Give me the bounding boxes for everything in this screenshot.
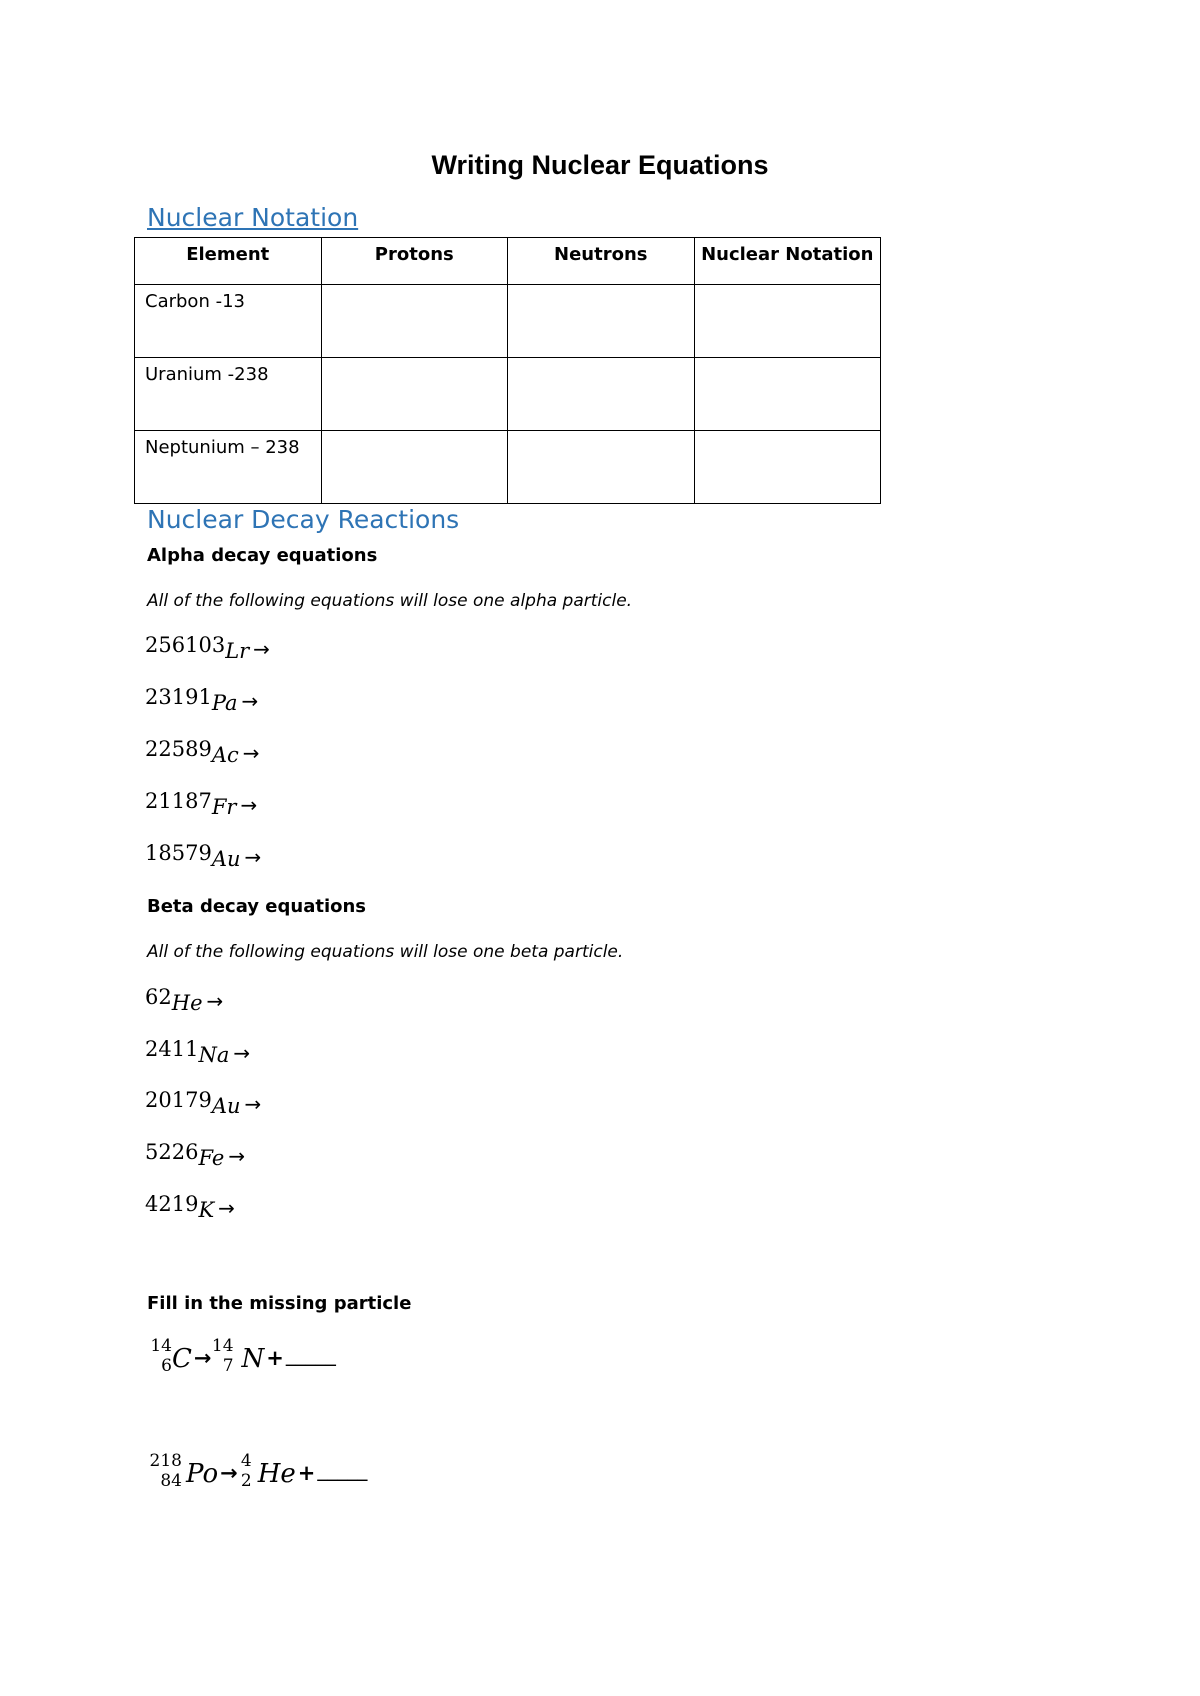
alpha-equation	[145, 841, 261, 881]
element-symbol: K	[198, 1198, 215, 1222]
element-symbol: Na	[198, 1043, 230, 1067]
header-nuclear-notation: Nuclear Notation	[694, 238, 881, 285]
arrow-icon: →	[193, 1346, 212, 1370]
alpha-instruction: All of the following equations will lose one alpha particle.	[147, 591, 633, 611]
atomic-number: 11	[171, 1037, 199, 1061]
element-symbol: Au	[211, 1094, 241, 1118]
missing-particle-equation	[149, 1451, 368, 1497]
mass-number: 231	[145, 685, 186, 709]
mass-number: 14	[150, 1336, 172, 1356]
arrow-icon: →	[244, 845, 262, 869]
header-element: Element	[135, 238, 322, 285]
element-symbol: He	[257, 1459, 296, 1489]
nuclear-decay-heading: Nuclear Decay Reactions	[147, 505, 460, 534]
neutrons-cell[interactable]	[508, 358, 695, 431]
header-protons: Protons	[321, 238, 508, 285]
element-symbol: Fe	[198, 1146, 225, 1170]
notation-cell[interactable]	[694, 285, 881, 358]
answer-blank[interactable]: _____	[285, 1342, 336, 1366]
page-title: Writing Nuclear Equations	[431, 150, 769, 180]
table-row	[135, 285, 881, 358]
element-cell: Neptunium – 238	[135, 431, 322, 504]
element-symbol: Au	[211, 847, 241, 871]
atomic-number: 84	[160, 1471, 182, 1491]
notation-cell[interactable]	[694, 431, 881, 504]
atomic-number: 91	[185, 685, 212, 709]
neutrons-cell[interactable]	[508, 431, 695, 504]
notation-cell[interactable]	[694, 358, 881, 431]
atomic-number: 26	[171, 1140, 199, 1164]
mass-number: 218	[149, 1451, 182, 1471]
arrow-icon: →	[218, 1196, 235, 1220]
mass-number: 211	[145, 789, 186, 813]
beta-equation	[145, 1088, 261, 1128]
alpha-equation	[145, 633, 270, 673]
answer-blank[interactable]: _____	[317, 1457, 368, 1481]
element-symbol: N	[241, 1344, 265, 1374]
beta-equation	[145, 985, 223, 1025]
arrow-icon: →	[233, 1041, 251, 1065]
mass-number: 4	[240, 1451, 252, 1471]
alpha-equation	[145, 685, 258, 725]
protons-cell[interactable]	[321, 285, 508, 358]
element-symbol: Pa	[211, 691, 238, 715]
arrow-icon: →	[244, 1092, 262, 1116]
mass-number: 42	[145, 1192, 172, 1216]
beta-instruction: All of the following equations will lose one beta particle.	[147, 942, 624, 962]
mass-number: 201	[145, 1088, 186, 1112]
atomic-number: 79	[185, 841, 212, 865]
element-symbol: Ac	[211, 743, 239, 767]
protons-cell[interactable]	[321, 431, 508, 504]
mass-number: 24	[145, 1037, 172, 1061]
atomic-number: 87	[185, 789, 212, 813]
protons-cell[interactable]	[321, 358, 508, 431]
atomic-number: 79	[185, 1088, 212, 1112]
missing-particle-equation	[152, 1338, 336, 1382]
arrow-icon: →	[220, 1461, 238, 1485]
neutrons-cell[interactable]	[508, 285, 695, 358]
alpha-equation	[145, 789, 257, 829]
table-row	[135, 358, 881, 431]
nuclear-notation-heading[interactable]: Nuclear Notation	[147, 203, 359, 232]
atomic-number: 103	[185, 633, 226, 657]
beta-equation	[145, 1192, 235, 1232]
mass-number: 6	[145, 985, 159, 1009]
mass-number: 225	[145, 737, 186, 761]
mass-number: 14	[211, 1336, 234, 1356]
mass-number: 185	[145, 841, 186, 865]
alpha-equation	[145, 737, 260, 777]
atomic-number: 6	[161, 1356, 172, 1376]
arrow-icon: →	[240, 793, 258, 817]
mass-number: 52	[145, 1140, 172, 1164]
missing-particle-heading: Fill in the missing particle	[147, 1293, 412, 1314]
element-symbol: Lr	[225, 639, 250, 663]
arrow-icon: →	[206, 989, 224, 1013]
atomic-number: 19	[171, 1192, 199, 1216]
plus-sign: +	[297, 1461, 316, 1485]
mass-number: 256	[145, 633, 186, 657]
element-symbol: C	[172, 1344, 192, 1374]
element-cell: Carbon -13	[135, 285, 322, 358]
element-symbol: Po	[186, 1459, 219, 1489]
element-symbol: Fr	[211, 795, 237, 819]
beta-equation	[145, 1140, 245, 1180]
atomic-number: 7	[222, 1356, 234, 1376]
nuclear-notation-table	[134, 237, 881, 504]
table-header-row	[135, 238, 881, 285]
plus-sign: +	[266, 1346, 284, 1370]
arrow-icon: →	[228, 1144, 246, 1168]
arrow-icon: →	[253, 637, 270, 661]
element-symbol: He	[171, 991, 203, 1015]
table-row	[135, 431, 881, 504]
atomic-number: 89	[185, 737, 212, 761]
beta-decay-heading: Beta decay equations	[147, 896, 367, 917]
element-cell: Uranium -238	[135, 358, 322, 431]
arrow-icon: →	[241, 689, 259, 713]
beta-equation	[145, 1037, 250, 1077]
alpha-decay-heading: Alpha decay equations	[147, 545, 378, 566]
arrow-icon: →	[242, 741, 260, 765]
atomic-number: 2	[240, 1471, 252, 1491]
atomic-number: 2	[158, 985, 172, 1009]
header-neutrons: Neutrons	[508, 238, 695, 285]
